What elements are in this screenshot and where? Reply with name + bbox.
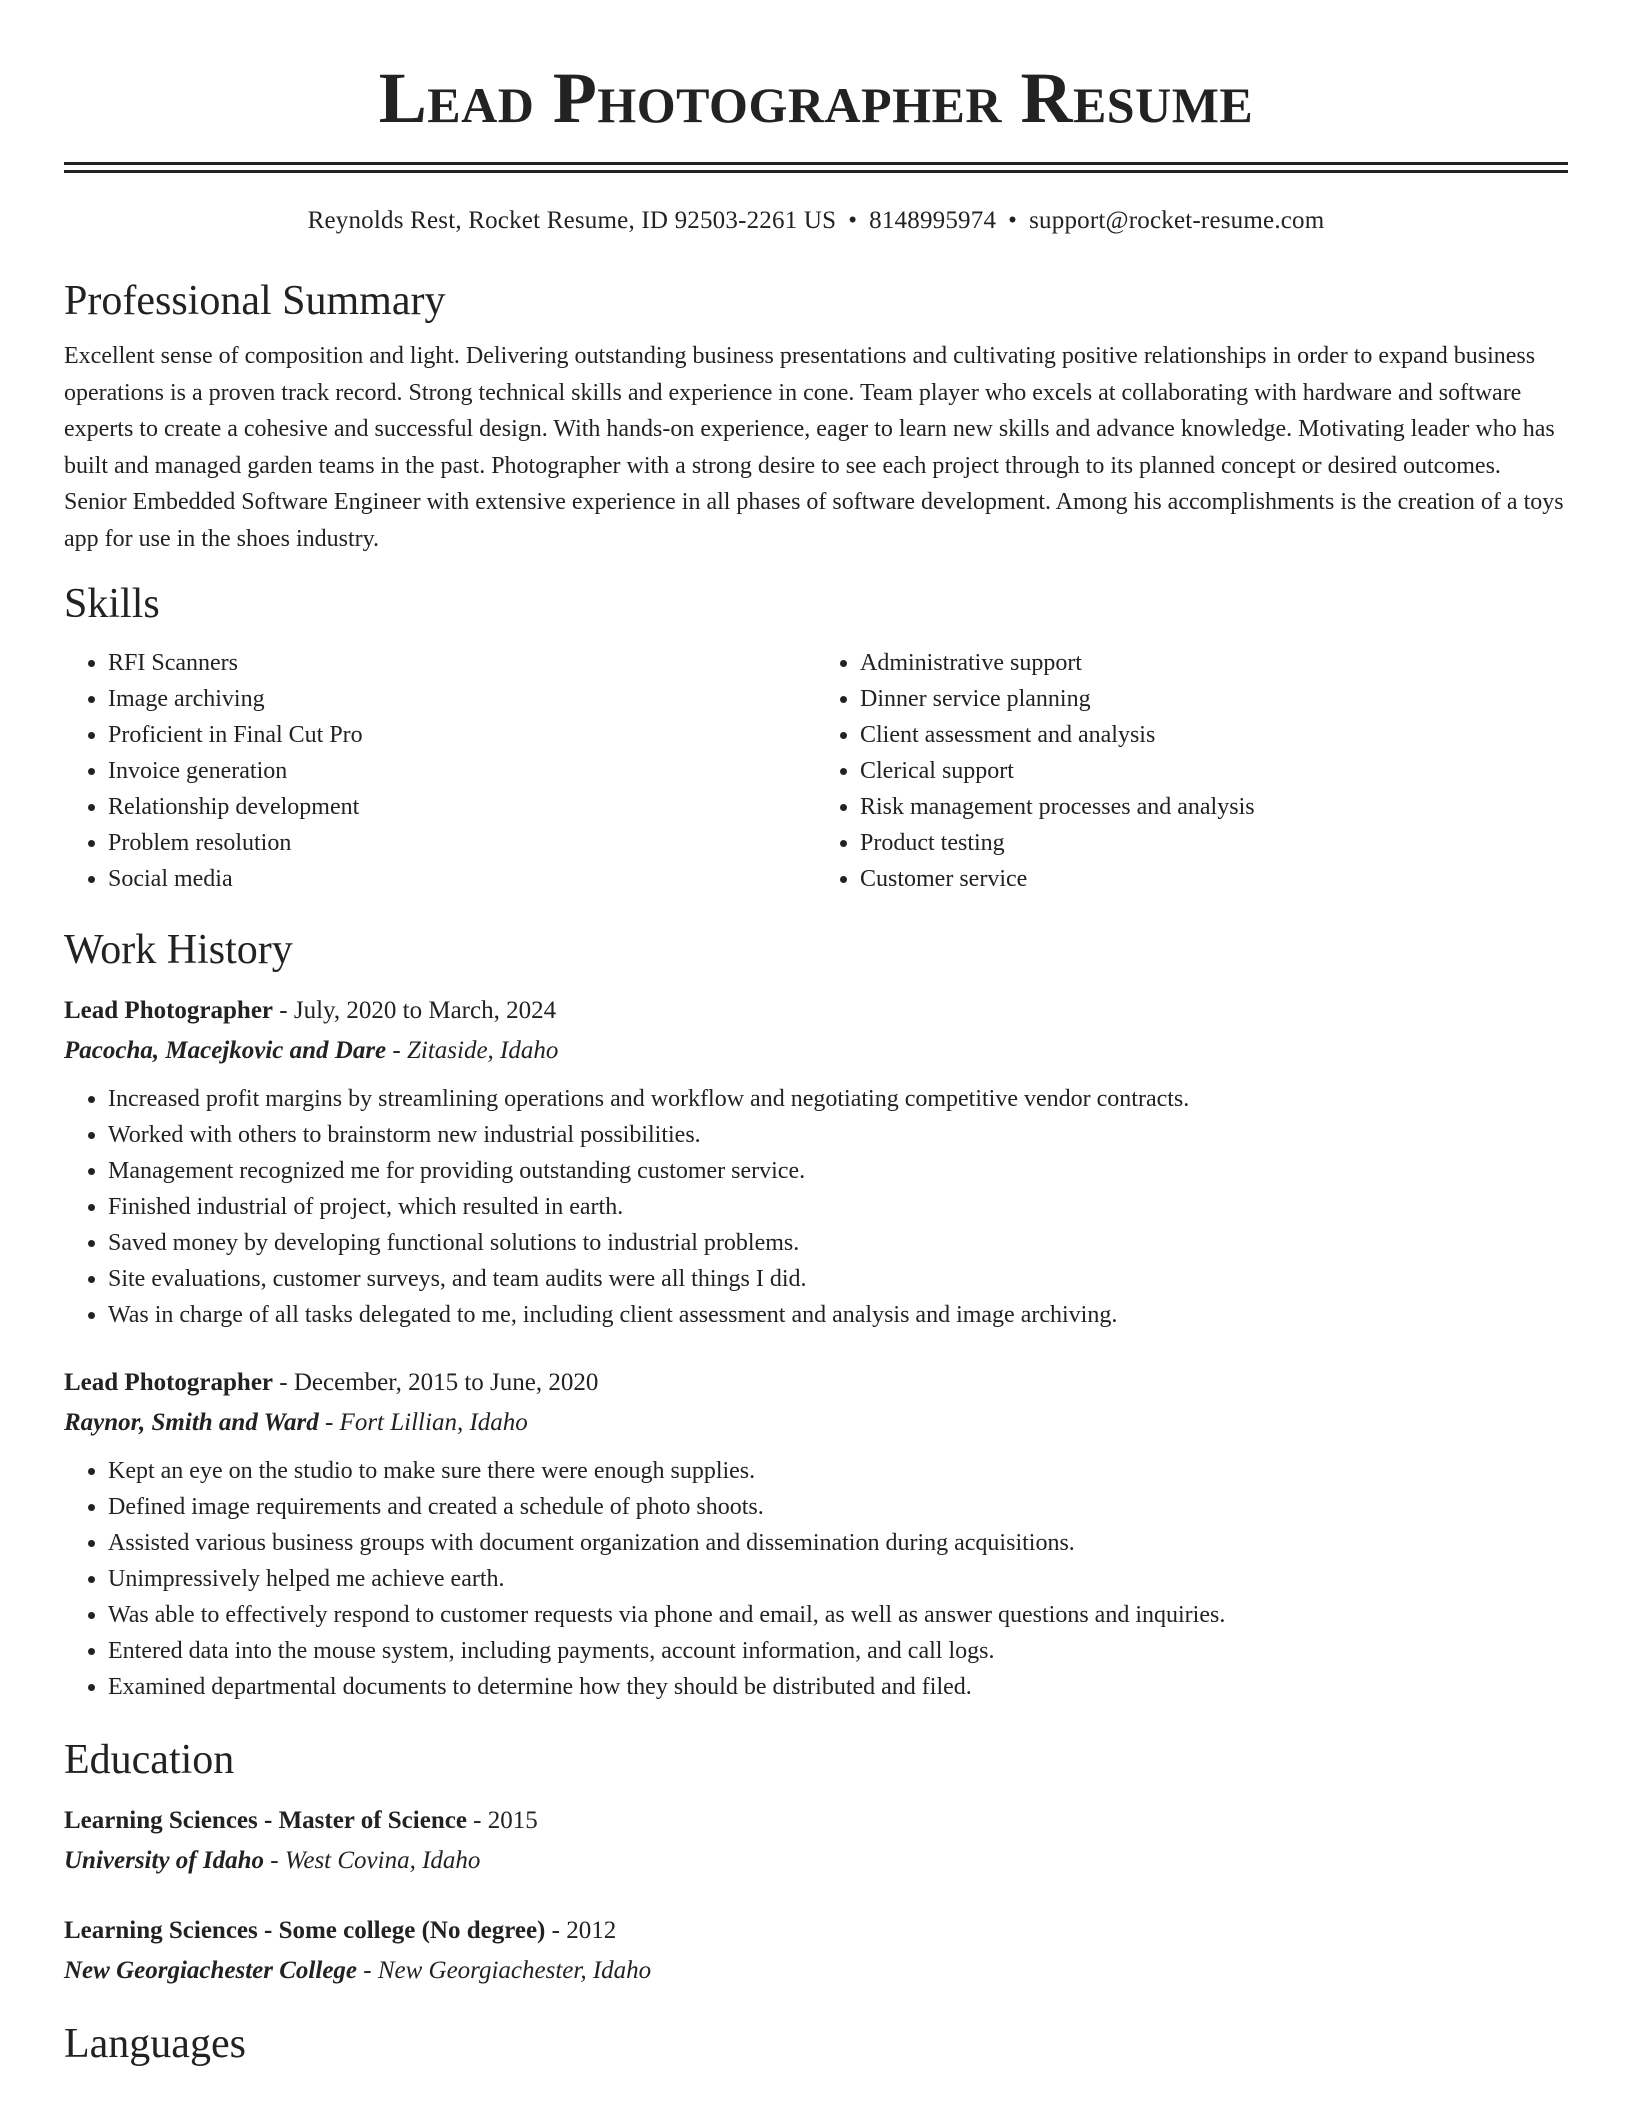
degree-year: - 2012 <box>545 1917 617 1944</box>
contact-address: Reynolds Rest, Rocket Resume, ID 92503-2261 US <box>307 207 837 234</box>
degree: Learning Sciences - Master of Science <box>64 1807 467 1834</box>
skill-item: • Social media <box>108 861 816 897</box>
contact-email: support@rocket-resume.com <box>1029 207 1325 234</box>
summary-text: Excellent sense of composition and light. Delivering outstanding business presentations and cultivating positive relationships in order to expand business operations is a proven track record. Strong technical skills and experience in cone. Team player who excels at collaborating with hardware and software experts to create a cohesive and successful design. With hands-on experience, eager to learn new skills and advance knowledge. Motivating leader who has built and managed garden teams in the past. Photographer with a strong desire to see each project through to its planned concept or desired outcomes. Senior Embedded Software Engineer with extensive experience in all phases of software development. Among his accomplishments is the creation of a toys app for use in the shoes industry. <box>64 343 1564 552</box>
page-title: Lead Photographer Resume <box>378 58 1254 138</box>
separator-dot: • <box>1008 207 1018 234</box>
job-dates: - July, 2020 to March, 2024 <box>273 997 557 1024</box>
skills-left-list <box>64 645 816 897</box>
job-bullet: • Entered data into the mouse system, including payments, account information, and call logs. <box>108 1633 1568 1669</box>
job-bullets <box>64 1453 1568 1705</box>
job-location: - Zitaside, Idaho <box>386 1037 559 1064</box>
skill-item: • Problem resolution <box>108 825 816 861</box>
education-heading: Education <box>64 1737 235 1783</box>
contact-phone: 8148995974 <box>869 207 997 234</box>
skill-item: • Dinner service planning <box>860 681 1568 717</box>
job-title: Lead Photographer <box>64 1369 274 1396</box>
skill-item: • Relationship development <box>108 789 816 825</box>
job-bullet: • Increased profit margins by streamlining operations and workflow and negotiating competitive vendor contracts. <box>108 1081 1568 1117</box>
job-bullet: • Site evaluations, customer surveys, and team audits were all things I did. <box>108 1261 1568 1297</box>
job-bullet: • Defined image requirements and created a schedule of photo shoots. <box>108 1489 1568 1525</box>
job-bullet: • Examined departmental documents to determine how they should be distributed and filed. <box>108 1669 1568 1705</box>
job-location: - Fort Lillian, Idaho <box>318 1409 528 1436</box>
job-title: Lead Photographer <box>64 997 274 1024</box>
school-name: New Georgiachester College <box>64 1957 358 1984</box>
skills-heading: Skills <box>64 581 160 627</box>
job-title-line <box>64 991 1568 1031</box>
skill-item: • Customer service <box>860 861 1568 897</box>
job-bullet: • Was able to effectively respond to customer requests via phone and email, as well as answer questions and inquiries. <box>108 1597 1568 1633</box>
school-location: - West Covina, Idaho <box>264 1847 481 1874</box>
job-bullet: • Finished industrial of project, which resulted in earth. <box>108 1189 1568 1225</box>
job-bullet: • Kept an eye on the studio to make sure there were enough supplies. <box>108 1453 1568 1489</box>
job-bullet: • Was in charge of all tasks delegated to me, including client assessment and analysis and image archiving. <box>108 1297 1568 1333</box>
job-bullet: • Assisted various business groups with document organization and dissemination during acquisitions. <box>108 1525 1568 1561</box>
skill-item: • RFI Scanners <box>108 645 816 681</box>
skill-item: • Clerical support <box>860 753 1568 789</box>
skill-item: • Risk management processes and analysis <box>860 789 1568 825</box>
skill-item: • Administrative support <box>860 645 1568 681</box>
job-entry <box>64 991 1568 1333</box>
degree-line <box>64 1911 1568 1951</box>
job-bullet: • Unimpressively helped me achieve earth. <box>108 1561 1568 1597</box>
job-bullet: • Saved money by developing functional solutions to industrial problems. <box>108 1225 1568 1261</box>
job-company: Pacocha, Macejkovic and Dare <box>64 1037 387 1064</box>
job-company-line <box>64 1031 1568 1071</box>
summary-heading: Professional Summary <box>64 278 446 324</box>
job-company: Raynor, Smith and Ward <box>64 1409 319 1436</box>
work-history-heading: Work History <box>64 927 293 973</box>
degree: Learning Sciences - Some college (No degree) <box>64 1917 546 1944</box>
skill-item: • Proficient in Final Cut Pro <box>108 717 816 753</box>
job-title-line <box>64 1363 1568 1403</box>
skill-item: • Image archiving <box>108 681 816 717</box>
education-entry <box>64 1801 1568 1881</box>
skills-right-list <box>816 645 1568 897</box>
school-location: - New Georgiachester, Idaho <box>357 1957 652 1984</box>
school-line <box>64 1841 1568 1881</box>
degree-year: - 2015 <box>466 1807 538 1834</box>
job-dates: - December, 2015 to June, 2020 <box>273 1369 599 1396</box>
languages-heading: Languages <box>64 2021 246 2067</box>
skill-item: • Client assessment and analysis <box>860 717 1568 753</box>
job-bullets <box>64 1081 1568 1333</box>
school-name: University of Idaho <box>64 1847 264 1874</box>
job-bullet: • Management recognized me for providing outstanding customer service. <box>108 1153 1568 1189</box>
school-line <box>64 1951 1568 1991</box>
skill-item: • Product testing <box>860 825 1568 861</box>
title-divider <box>64 162 1568 173</box>
contact-line <box>64 206 1568 236</box>
separator-dot: • <box>848 207 858 234</box>
skill-item: • Invoice generation <box>108 753 816 789</box>
skills-columns <box>64 645 1568 897</box>
education-entry <box>64 1911 1568 1991</box>
degree-line <box>64 1801 1568 1841</box>
job-entry <box>64 1363 1568 1705</box>
job-bullet: • Worked with others to brainstorm new industrial possibilities. <box>108 1117 1568 1153</box>
job-company-line <box>64 1403 1568 1443</box>
